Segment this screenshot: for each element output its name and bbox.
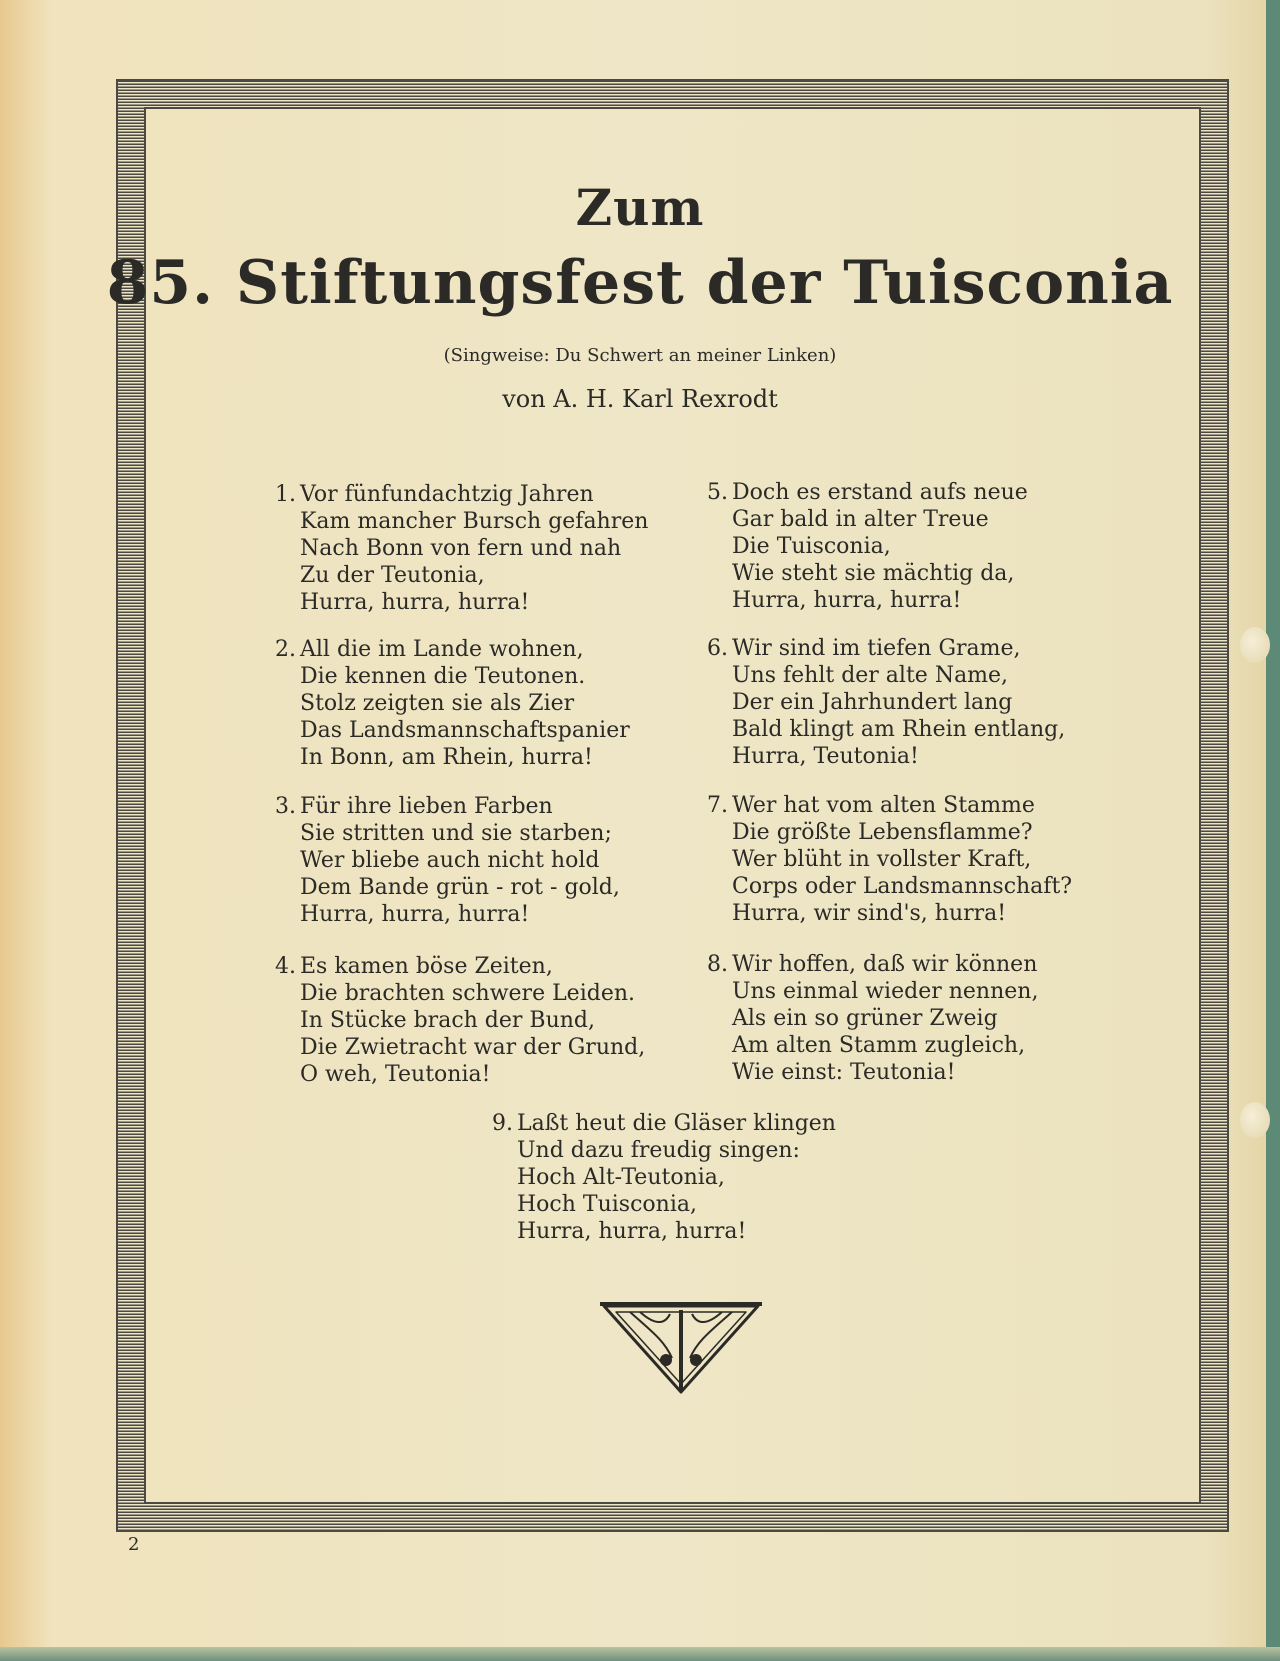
- verse-line: O weh, Teutonia!: [300, 1062, 491, 1087]
- verse-line: Für ihre lieben Farben: [300, 794, 553, 819]
- verse-line: Uns fehlt der alte Name,: [732, 663, 1009, 688]
- verse-line: Die Zwietracht war der Grund,: [300, 1035, 646, 1060]
- verse-line: Wer bliebe auch nicht hold: [300, 848, 600, 873]
- verse-line: Zu der Teutonia,: [300, 563, 485, 588]
- stanza-number: 5.: [707, 480, 728, 505]
- verse-line: Sie stritten und sie starben;: [300, 821, 612, 846]
- stanza-number: 9.: [492, 1111, 513, 1136]
- stanza-number: 3.: [275, 794, 296, 819]
- verse-line: Hurra, hurra, hurra!: [300, 902, 530, 927]
- page-title: 85. Stiftungsfest der Tuisconia: [106, 248, 1174, 318]
- page-number: 2: [128, 1534, 140, 1555]
- verse-line: Vor fünfundachtzig Jahren: [300, 482, 594, 507]
- verse-line: Als ein so grüner Zweig: [732, 1006, 998, 1031]
- verse-line: Hoch Alt-Teutonia,: [517, 1165, 725, 1190]
- verse-line: Wer blüht in vollster Kraft,: [732, 847, 1032, 872]
- verse-line: Wir sind im tiefen Grame,: [732, 636, 1021, 661]
- verse-line: Bald klingt am Rhein entlang,: [732, 717, 1066, 742]
- heading-zum: Zum: [575, 178, 705, 237]
- stanza-number: 8.: [707, 952, 728, 977]
- verse-line: All die im Lande wohnen,: [300, 637, 584, 662]
- verse-line: Wir hoffen, daß wir können: [732, 952, 1038, 977]
- verse-line: Die kennen die Teutonen.: [300, 664, 586, 689]
- verse-line: Am alten Stamm zugleich,: [732, 1033, 1026, 1058]
- stanza-1: [275, 481, 649, 616]
- stanza-6: [707, 635, 1066, 770]
- verse-line: Doch es erstand aufs neue: [732, 480, 1028, 505]
- verse-line: Die größte Lebensflamme?: [732, 820, 1033, 845]
- stanza-3: [275, 793, 620, 928]
- verse-line: Die Tuisconia,: [732, 534, 891, 559]
- stanza-2: [275, 636, 630, 771]
- verse-line: Stolz zeigten sie als Zier: [300, 691, 575, 716]
- art-nouveau-vignette-icon: [600, 1300, 762, 1396]
- punch-hole: [1240, 627, 1270, 663]
- stanza-number: 7.: [707, 793, 728, 818]
- verse-line: Wie einst: Teutonia!: [732, 1060, 956, 1085]
- stanza-number: 2.: [275, 637, 296, 662]
- author-line: von A. H. Karl Rexrodt: [502, 385, 778, 413]
- stanza-4: [275, 953, 646, 1088]
- stanza-8: [707, 951, 1039, 1086]
- verse-line: In Stücke brach der Bund,: [300, 1008, 595, 1033]
- verse-line: Uns einmal wieder nennen,: [732, 979, 1039, 1004]
- verse-line: Hurra, hurra, hurra!: [517, 1219, 747, 1244]
- stanza-5: [707, 479, 1028, 614]
- bottom-edge: [0, 1647, 1280, 1661]
- verse-line: In Bonn, am Rhein, hurra!: [300, 745, 593, 770]
- verse-line: Wie steht sie mächtig da,: [732, 561, 1015, 586]
- verse-line: Hurra, Teutonia!: [732, 744, 919, 769]
- verse-line: Corps oder Landsmannschaft?: [732, 874, 1073, 899]
- stanza-number: 6.: [707, 636, 728, 661]
- verse-line: Das Landsmannschaftspanier: [300, 718, 630, 743]
- verse-line: Gar bald in alter Treue: [732, 507, 989, 532]
- verse-line: Hurra, hurra, hurra!: [300, 590, 530, 615]
- verse-line: Wer hat vom alten Stamme: [732, 793, 1035, 818]
- verse-line: Hurra, wir sind's, hurra!: [732, 901, 1007, 926]
- verse-line: Dem Bande grün - rot - gold,: [300, 875, 620, 900]
- verse-line: Nach Bonn von fern und nah: [300, 536, 622, 561]
- verse-line: Kam mancher Bursch gefahren: [300, 509, 649, 534]
- stanza-number: 1.: [275, 482, 296, 507]
- verse-line: Hoch Tuisconia,: [517, 1192, 697, 1217]
- melody-note: (Singweise: Du Schwert an meiner Linken): [443, 345, 837, 366]
- verse-line: Die brachten schwere Leiden.: [300, 981, 636, 1006]
- stanza-7: [707, 792, 1073, 927]
- verse-line: Hurra, hurra, hurra!: [732, 588, 962, 613]
- verse-line: Es kamen böse Zeiten,: [300, 954, 553, 979]
- punch-hole: [1240, 1102, 1270, 1138]
- verse-line: Und dazu freudig singen:: [517, 1138, 800, 1163]
- stanza-number: 4.: [275, 954, 296, 979]
- verse-line: Laßt heut die Gläser klingen: [517, 1111, 836, 1136]
- stanza-9: [492, 1110, 836, 1245]
- verse-line: Der ein Jahrhundert lang: [732, 690, 1013, 715]
